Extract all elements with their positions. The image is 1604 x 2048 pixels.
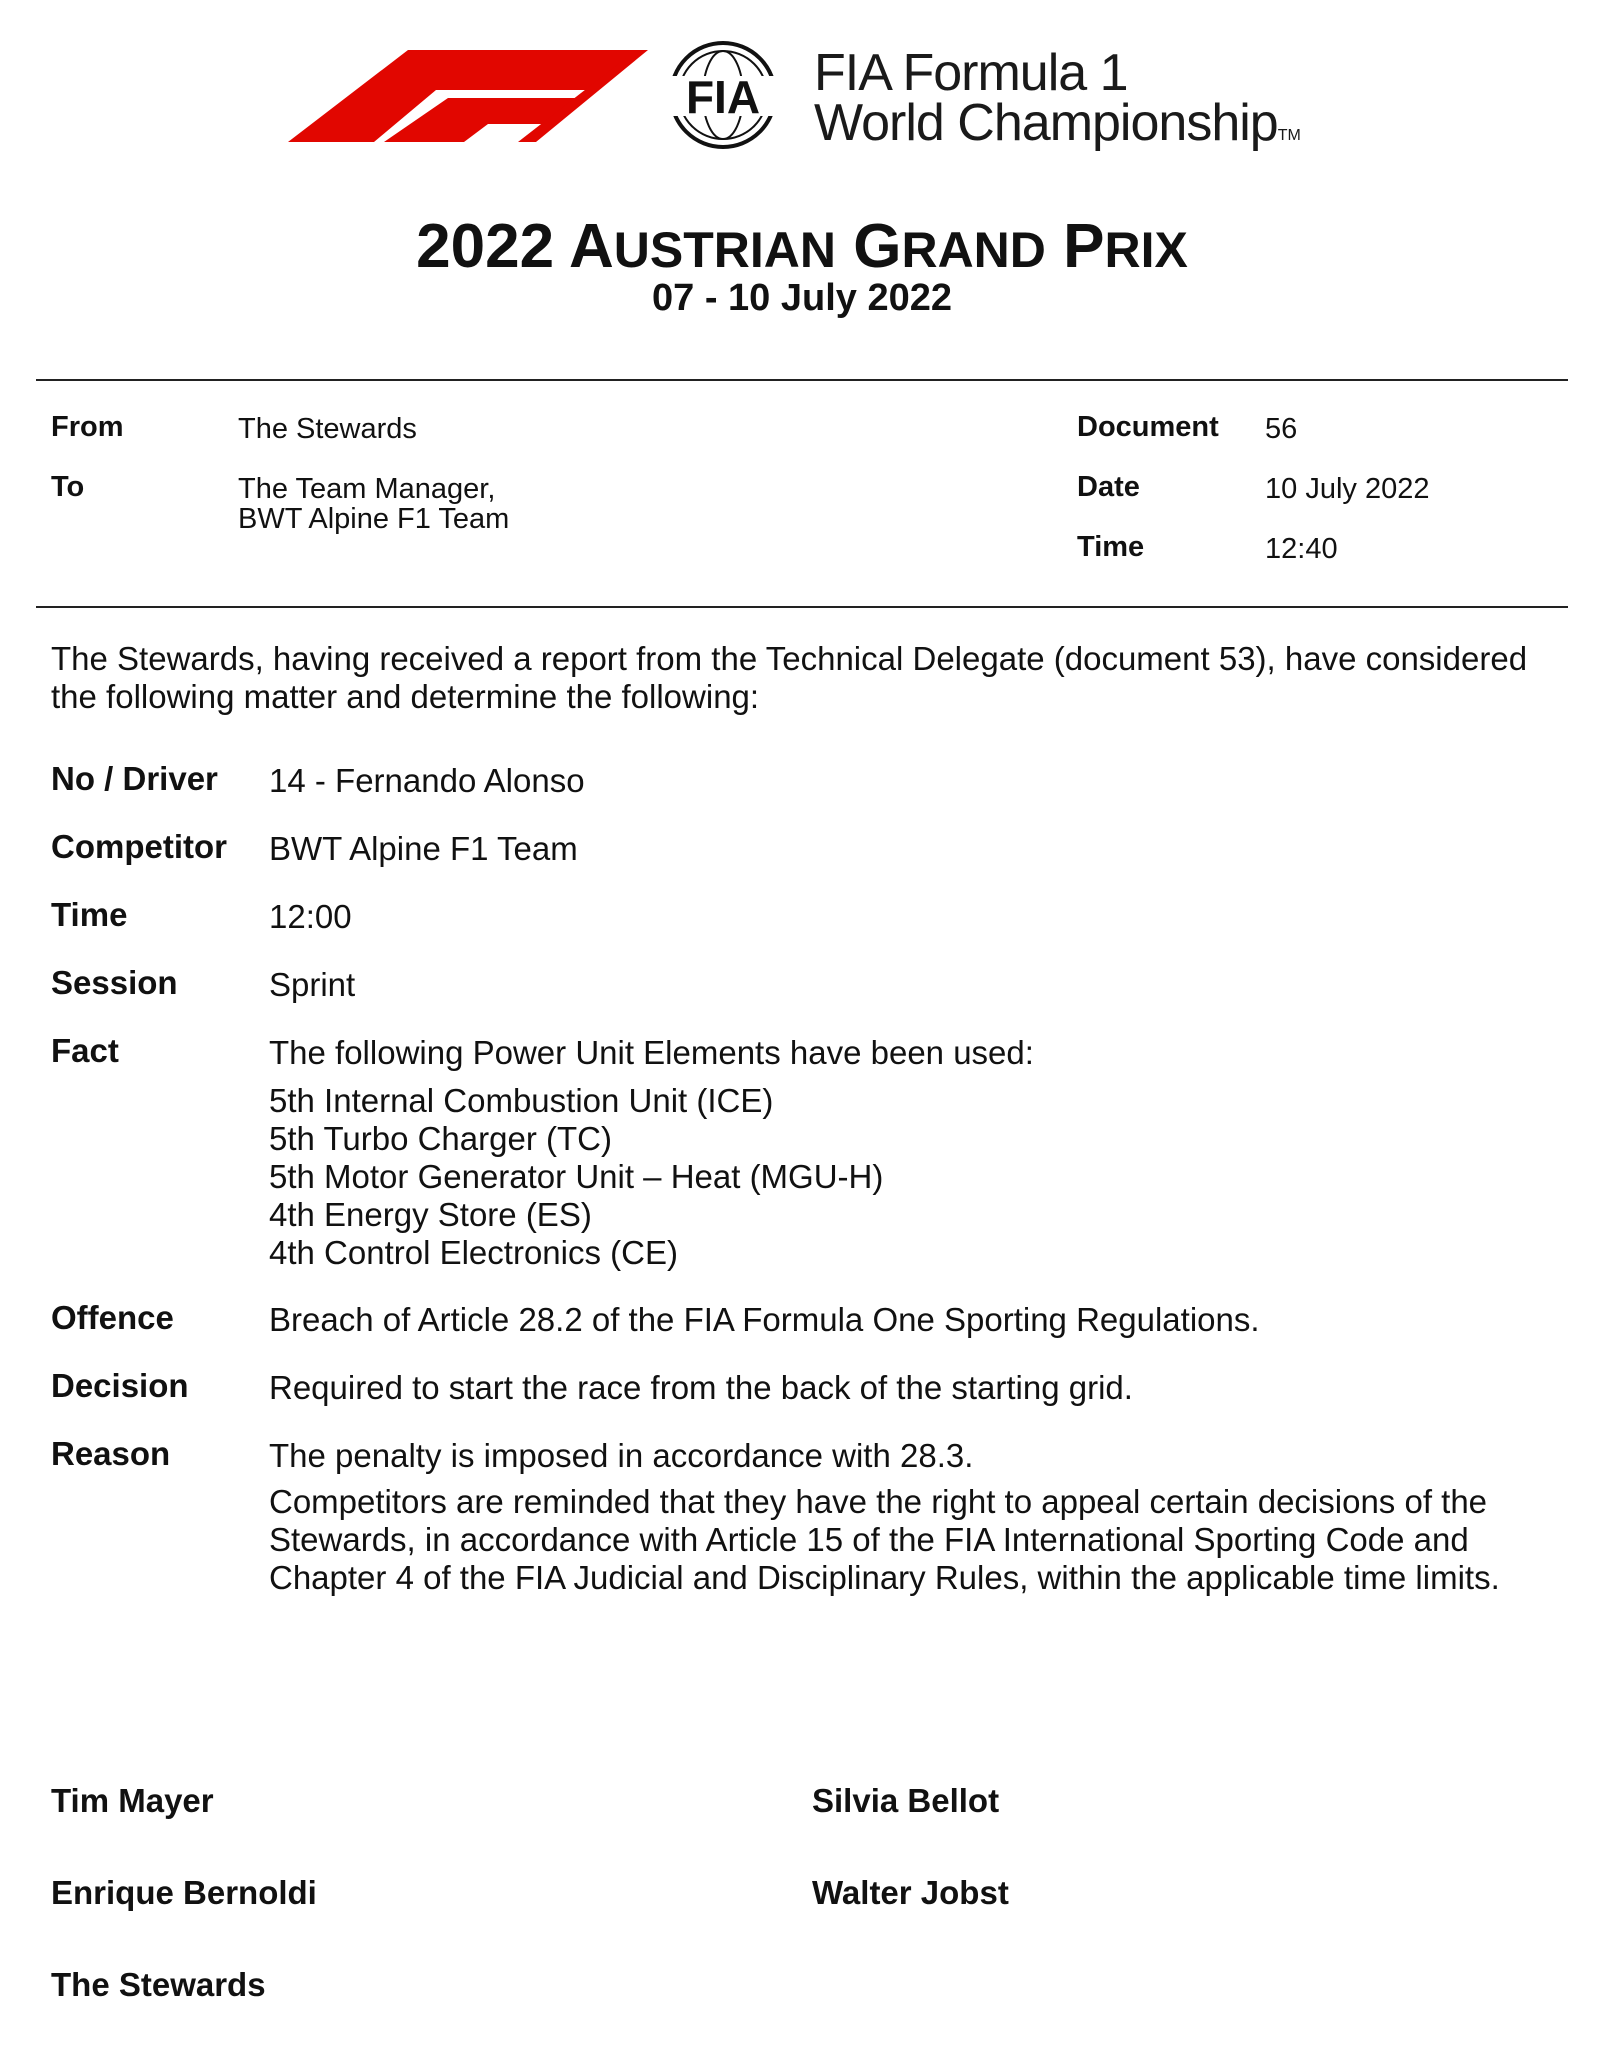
divider-top: [36, 379, 1568, 381]
appeal-note: Competitors are reminded that they have the right to appeal certain decisions of the Stewards, in accordance with Article 15 of the FIA International Sporting Code and Chapter 4 of the FIA Judicial and Disciplinary Rules, within the applicable time limits.: [269, 1483, 1500, 1596]
offence-value: Breach of Article 28.2 of the FIA Formula One Sporting Regulations.: [269, 1301, 1260, 1338]
decision-label: Decision: [51, 1367, 189, 1404]
to-label: To: [51, 471, 85, 503]
steward-enrique-bernoldi: Enrique Bernoldi: [51, 1874, 317, 1911]
brand-line-2: World Championship: [814, 94, 1278, 152]
brand-wordmark: [814, 44, 1301, 161]
document-label: Document: [1077, 411, 1219, 443]
title-word-grand: GRAND: [853, 212, 1046, 281]
steward-silvia-bellot: Silvia Bellot: [812, 1782, 1000, 1819]
power-unit-list: [269, 1082, 883, 1272]
brand-line-1: FIA Formula 1: [814, 44, 1128, 102]
document-value: 56: [1265, 413, 1298, 445]
driver-label: No / Driver: [51, 760, 218, 797]
session-time-value: 12:00: [269, 898, 352, 935]
driver-value: 14 - Fernando Alonso: [269, 762, 585, 799]
fact-intro: The following Power Unit Elements have been used:: [269, 1034, 1034, 1071]
session-time-label: Time: [51, 896, 128, 933]
date-value: 10 July 2022: [1265, 473, 1430, 505]
title-word-austrian: AUSTRIAN: [569, 212, 836, 281]
decision-value: Required to start the race from the back of the starting grid.: [269, 1369, 1133, 1406]
fia-badge-text: FIA: [685, 71, 761, 123]
from-value: The Stewards: [238, 413, 417, 445]
event-dates: 07 - 10 July 2022: [652, 277, 952, 319]
from-label: From: [51, 411, 124, 443]
fact-label: Fact: [51, 1032, 119, 1069]
list-item: 5th Motor Generator Unit – Heat (MGU-H): [269, 1158, 884, 1195]
fia-badge-icon: [648, 40, 798, 150]
f1-logo-icon: [288, 46, 648, 142]
session-value: Sprint: [269, 966, 356, 1003]
date-label: Date: [1077, 471, 1140, 503]
to-value-line-1: The Team Manager,: [238, 473, 496, 505]
list-item: 5th Turbo Charger (TC): [269, 1120, 612, 1157]
closing-stewards: The Stewards: [51, 1966, 266, 2003]
reason-label: Reason: [51, 1435, 171, 1472]
to-value-line-2: BWT Alpine F1 Team: [238, 503, 510, 535]
divider-bottom: [36, 606, 1568, 608]
title-word-prix: PRIX: [1063, 212, 1188, 281]
header-logo: [288, 40, 1368, 150]
session-label: Session: [51, 964, 178, 1001]
list-item: 4th Control Electronics (CE): [269, 1234, 678, 1271]
steward-tim-mayer: Tim Mayer: [51, 1782, 214, 1819]
list-item: 4th Energy Store (ES): [269, 1196, 592, 1233]
time-value: 12:40: [1265, 533, 1338, 565]
list-item: 5th Internal Combustion Unit (ICE): [269, 1082, 774, 1119]
offence-label: Offence: [51, 1299, 174, 1336]
competitor-label: Competitor: [51, 828, 227, 865]
steward-walter-jobst: Walter Jobst: [812, 1874, 1009, 1911]
reason-value: The penalty is imposed in accordance with 28.3.: [269, 1437, 974, 1474]
intro-paragraph: The Stewards, having received a report from the Technical Delegate (document 53), have considered the following matter and determine the following:: [51, 640, 1528, 715]
time-label: Time: [1077, 531, 1145, 563]
title-year: 2022: [416, 212, 555, 281]
trademark: TM: [1277, 127, 1301, 144]
competitor-value: BWT Alpine F1 Team: [269, 830, 578, 867]
page-title: [0, 214, 1604, 283]
